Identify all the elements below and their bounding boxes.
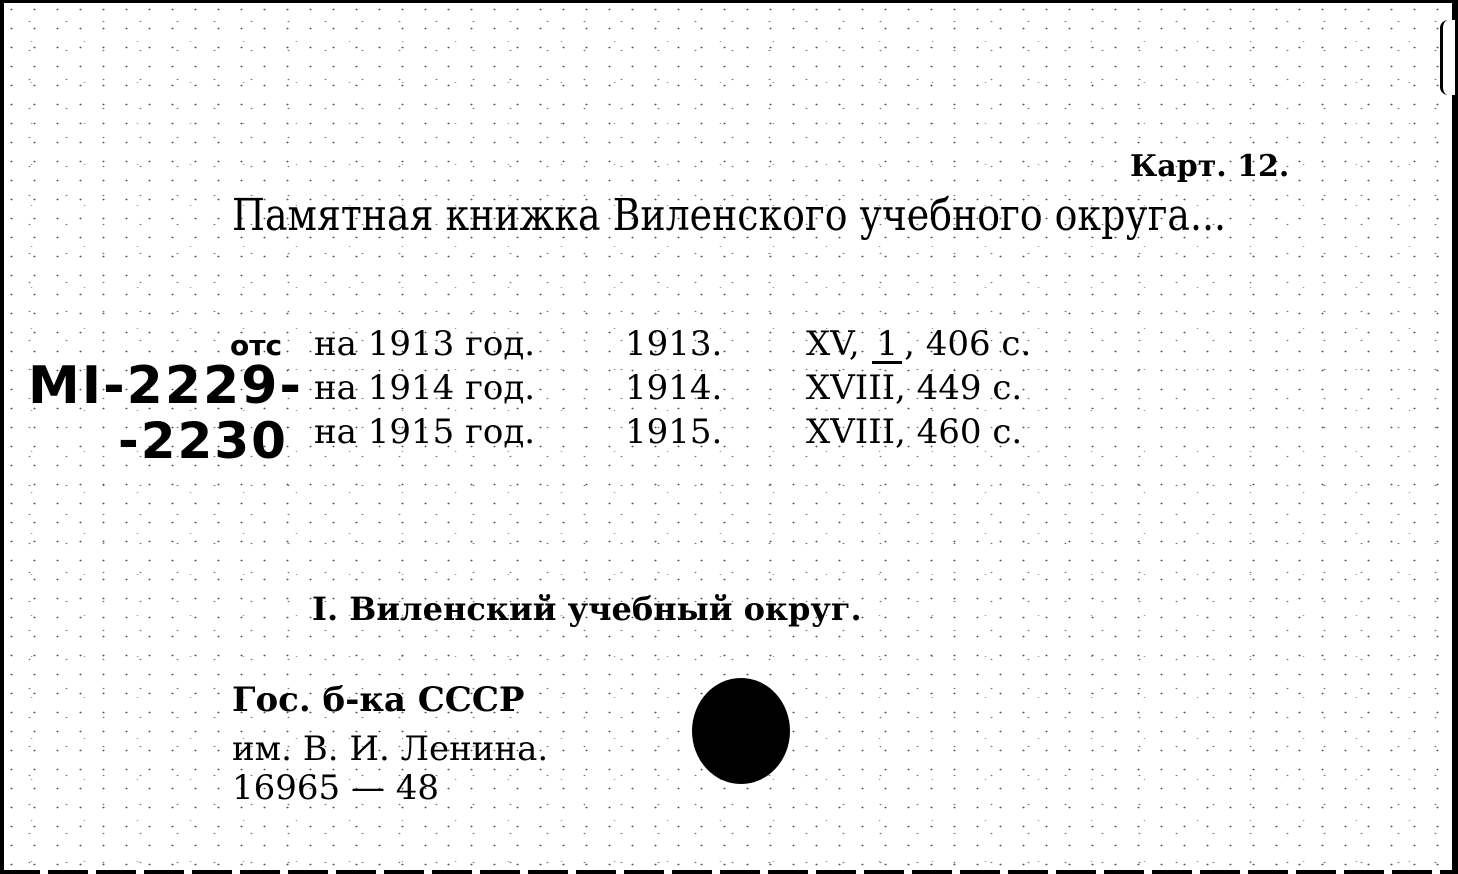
pages-1913-suffix: , 406 с. (904, 324, 1032, 364)
pages-1913-bracket: 1 (872, 327, 902, 364)
card-right-edge (1452, 0, 1458, 874)
edition-1913: на 1913 год. (314, 324, 536, 364)
pages-1914: XVIII, 449 с. (806, 368, 1023, 408)
card-bottom-edge (0, 870, 1458, 874)
handwritten-abbreviation: отс (230, 329, 283, 362)
subject-heading: I. Виленский учебный округ. (312, 590, 862, 628)
pages-1913-prefix: XV, (806, 324, 860, 364)
edition-1915: на 1915 год. (314, 412, 536, 452)
pages-1915: XVIII, 460 с. (806, 412, 1023, 452)
year-1914: 1914. (625, 368, 723, 408)
handwritten-shelfmark-line2: -2230 (118, 412, 288, 470)
pages-1913 (806, 324, 1032, 364)
card-top-edge (0, 0, 1458, 3)
card-number: Карт. 12. (1130, 149, 1290, 184)
handwritten-shelfmark-line1: MI-2229- (28, 356, 303, 416)
card-notch (1440, 20, 1455, 95)
year-1913: 1913. (625, 324, 723, 364)
library-name: Гос. б-ка СССР (232, 680, 525, 720)
card-left-edge (0, 0, 4, 874)
year-1915: 1915. (625, 412, 723, 452)
card-title: Памятная книжка Виленского учебного округа... (232, 190, 1227, 241)
edition-1914: на 1914 год. (314, 368, 536, 408)
library-name-line2: им. В. И. Ленина. (232, 729, 549, 769)
punch-hole (692, 678, 790, 784)
print-run-number: 16965 — 48 (232, 768, 440, 808)
